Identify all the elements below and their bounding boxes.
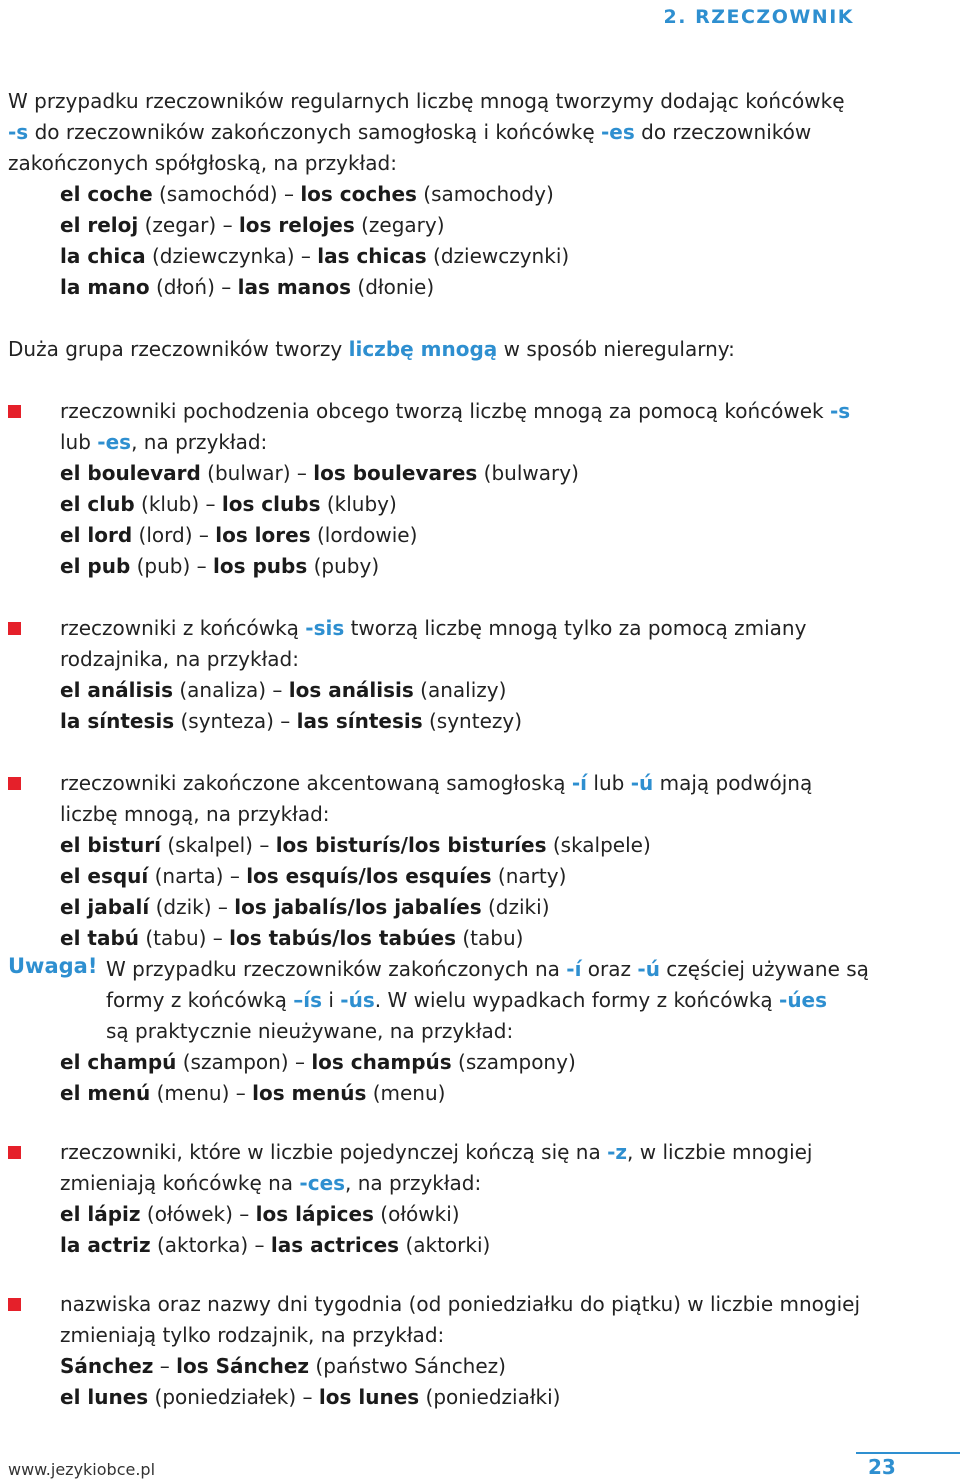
note-text: częściej używane są	[659, 957, 869, 981]
translation: (tabu) –	[139, 926, 230, 950]
singular-form: la mano	[60, 275, 150, 299]
singular-form: el esquí	[60, 864, 149, 888]
spacer	[8, 1109, 888, 1137]
plural-form: los coches	[300, 182, 417, 206]
singular-form: el reloj	[60, 213, 139, 237]
translation: (klub) –	[134, 492, 222, 516]
plural-form: las chicas	[317, 244, 427, 268]
example-line	[60, 923, 888, 954]
rule-text: rzeczowniki z końcówką	[60, 616, 306, 640]
ending-highlight: -z	[607, 1140, 628, 1164]
translation: (dzik) –	[149, 895, 235, 919]
rule-line	[60, 799, 888, 830]
ending-highlight: -úes	[779, 988, 828, 1012]
translation: (dziewczynka) –	[145, 244, 318, 268]
rule-text: tworzą liczbę mnogą tylko za pomocą zmiany	[344, 616, 807, 640]
rule-text: lub	[60, 430, 98, 454]
rule-text: rodzajnika, na przykład:	[60, 647, 299, 671]
rule-line	[60, 1289, 888, 1320]
note-text: oraz	[581, 957, 638, 981]
translation: (lord) –	[132, 523, 216, 547]
plural-form: los champús	[311, 1050, 452, 1074]
keyword-highlight: liczbę mnogą	[348, 337, 498, 361]
translation: (aktorki)	[399, 1233, 491, 1257]
intro-text: do rzeczowników zakończonych samogłoską i końcówkę	[28, 120, 601, 144]
example-line	[60, 1230, 888, 1261]
example-line	[8, 1047, 888, 1078]
singular-form: el lunes	[60, 1385, 149, 1409]
translation: (synteza) –	[174, 709, 297, 733]
plural-form: los lápices	[255, 1202, 374, 1226]
rule-item-accented	[8, 768, 888, 954]
singular-form: el menú	[60, 1081, 151, 1105]
ending-highlight: -s	[829, 399, 851, 423]
translation: –	[153, 1354, 177, 1378]
ending-highlight: -ces	[299, 1171, 346, 1195]
ending-highlight: -es	[97, 430, 132, 454]
note-text: W przypadku rzeczowników zakończonych na	[106, 957, 567, 981]
translation: (ołówek) –	[140, 1202, 256, 1226]
example-line	[60, 830, 888, 861]
note-line	[106, 1016, 888, 1047]
spacer	[8, 737, 888, 768]
plural-form: los tabús/los tabúes	[229, 926, 456, 950]
rule-line	[60, 613, 888, 644]
rule-item-z-ending	[8, 1137, 888, 1261]
translation: (menu)	[366, 1081, 446, 1105]
example-line	[60, 861, 888, 892]
rule-text: nazwiska oraz nazwy dni tygodnia (od poniedziałku do piątku) w liczbie mnogiej	[60, 1292, 861, 1316]
page-number: 23	[868, 1455, 896, 1479]
footer-url-link[interactable]: www.jezykiobce.pl	[8, 1460, 156, 1479]
translation: (skalpel) –	[160, 833, 276, 857]
rule-text: zmieniają tylko rodzajnik, na przykład:	[60, 1323, 445, 1347]
intro-line	[8, 86, 888, 117]
intro-text: Duża grupa rzeczowników tworzy	[8, 337, 349, 361]
rule-text: zmieniają końcówkę na	[60, 1171, 300, 1195]
rule-item-foreign	[8, 396, 888, 582]
translation: (tabu)	[455, 926, 524, 950]
intro-line	[8, 148, 888, 179]
singular-form: la chica	[60, 244, 146, 268]
rule-text: rzeczowniki pochodzenia obcego tworzą liczbę mnogą za pomocą końcówek	[60, 399, 830, 423]
intro-text: W przypadku rzeczowników regularnych liczbę mnogą tworzymy dodając końcówkę	[8, 89, 845, 113]
translation: (zegar) –	[138, 213, 239, 237]
translation: (kluby)	[320, 492, 397, 516]
singular-form: el pub	[60, 554, 131, 578]
translation: (ołówki)	[373, 1202, 460, 1226]
example-line	[60, 706, 888, 737]
ending-highlight: -í	[566, 957, 582, 981]
note-text: są praktycznie nieużywane, na przykład:	[106, 1019, 514, 1043]
translation: (samochody)	[416, 182, 554, 206]
bullet-square-icon	[8, 622, 21, 635]
singular-form: el coche	[60, 182, 153, 206]
chapter-title: 2. RZECZOWNIK	[663, 6, 854, 28]
bullet-square-icon	[8, 1298, 21, 1311]
intro-text: zakończonych spółgłoską, na przykład:	[8, 151, 397, 175]
rule-line	[60, 1137, 888, 1168]
rule-text: rzeczowniki, które w liczbie pojedynczej kończą się na	[60, 1140, 608, 1164]
plural-form: los pubs	[213, 554, 308, 578]
singular-form: la actriz	[60, 1233, 151, 1257]
translation: (szampon) –	[176, 1050, 312, 1074]
translation: (poniedziałki)	[419, 1385, 561, 1409]
rule-line	[60, 1168, 888, 1199]
translation: (dłoń) –	[149, 275, 238, 299]
plural-form: los lores	[215, 523, 311, 547]
translation: (aktorka) –	[150, 1233, 271, 1257]
singular-form: el club	[60, 492, 135, 516]
translation: (narta) –	[148, 864, 247, 888]
singular-form: el análisis	[60, 678, 173, 702]
translation: (poniedziałek) –	[148, 1385, 319, 1409]
irregular-intro	[8, 334, 888, 365]
plural-form: los esquís/los esquíes	[246, 864, 492, 888]
example-line	[60, 551, 888, 582]
rule-text: , na przykład:	[345, 1171, 482, 1195]
plural-form: los boulevares	[313, 461, 478, 485]
example-line	[60, 1382, 888, 1413]
translation: (zegary)	[354, 213, 445, 237]
translation: (bulwary)	[477, 461, 579, 485]
singular-form: el lord	[60, 523, 133, 547]
rule-text: lub	[587, 771, 631, 795]
ending-highlight: –ís	[293, 988, 323, 1012]
spacer	[8, 1261, 888, 1289]
ending-highlight: -sis	[305, 616, 345, 640]
ending-highlight: -ú	[630, 771, 654, 795]
translation: (szampony)	[451, 1050, 576, 1074]
ending-highlight: -s	[8, 120, 29, 144]
translation: (skalpele)	[546, 833, 651, 857]
example-line	[8, 210, 888, 241]
example-line	[60, 489, 888, 520]
spacer	[8, 582, 888, 613]
example-line	[60, 1199, 888, 1230]
bullet-square-icon	[8, 777, 21, 790]
note-text: formy z końcówką	[106, 988, 294, 1012]
singular-form: el tabú	[60, 926, 139, 950]
singular-form: el boulevard	[60, 461, 201, 485]
rule-line	[60, 427, 888, 458]
rule-text: liczbę mnogą, na przykład:	[60, 802, 330, 826]
page-content	[8, 86, 888, 1413]
plural-form: las actrices	[270, 1233, 400, 1257]
singular-form: la síntesis	[60, 709, 175, 733]
singular-form: el bisturí	[60, 833, 161, 857]
spacer	[8, 365, 888, 396]
note-text: . W wielu wypadkach formy z końcówką	[374, 988, 780, 1012]
translation: (dziewczynki)	[426, 244, 570, 268]
intro-text: w sposób nieregularny:	[497, 337, 735, 361]
plural-form: los Sánchez	[176, 1354, 310, 1378]
example-line	[60, 892, 888, 923]
plural-form: las síntesis	[296, 709, 423, 733]
translation: (dłonie)	[351, 275, 435, 299]
intro-line	[8, 117, 888, 148]
rule-item-surnames-days	[8, 1289, 888, 1413]
example-line	[60, 1351, 888, 1382]
singular-form: el lápiz	[60, 1202, 141, 1226]
singular-form: Sánchez	[60, 1354, 154, 1378]
note-text: i	[322, 988, 341, 1012]
rule-line	[60, 768, 888, 799]
plural-form: las manos	[237, 275, 352, 299]
translation: (samochód) –	[152, 182, 301, 206]
plural-form: los bisturís/los bisturíes	[275, 833, 547, 857]
translation: (państwo Sánchez)	[309, 1354, 506, 1378]
ending-highlight: -ús	[340, 988, 375, 1012]
rule-line	[60, 1320, 888, 1351]
rule-text: mają podwójną	[653, 771, 813, 795]
translation: (pub) –	[130, 554, 214, 578]
intro-text: do rzeczowników	[634, 120, 812, 144]
note-label: Uwaga!	[8, 954, 98, 978]
translation: (bulwar) –	[200, 461, 314, 485]
translation: (menu) –	[150, 1081, 253, 1105]
rule-text: , w liczbie mnogiej	[627, 1140, 813, 1164]
translation: (puby)	[307, 554, 380, 578]
example-line	[8, 241, 888, 272]
plural-form: los clubs	[221, 492, 321, 516]
singular-form: el jabalí	[60, 895, 150, 919]
spacer	[8, 303, 888, 334]
rule-line	[60, 396, 888, 427]
ending-highlight: -ú	[637, 957, 660, 981]
bullet-square-icon	[8, 405, 21, 418]
example-line	[8, 272, 888, 303]
ending-highlight: -es	[601, 120, 635, 144]
note-line	[106, 954, 888, 985]
ending-highlight: -í	[571, 771, 588, 795]
translation: (analizy)	[413, 678, 507, 702]
rule-item-sis	[8, 613, 888, 737]
translation: (narty)	[491, 864, 567, 888]
plural-form: los lunes	[318, 1385, 420, 1409]
example-line	[8, 1078, 888, 1109]
translation: (lordowie)	[310, 523, 418, 547]
example-line	[60, 675, 888, 706]
example-line	[60, 458, 888, 489]
plural-form: los relojes	[238, 213, 355, 237]
note-block	[8, 954, 888, 1047]
rule-text: , na przykład:	[131, 430, 268, 454]
translation: (analiza) –	[173, 678, 289, 702]
note-line	[106, 985, 888, 1016]
plural-form: los jabalís/los jabalíes	[234, 895, 482, 919]
footer-divider	[856, 1452, 960, 1454]
plural-form: los análisis	[288, 678, 414, 702]
example-line	[8, 179, 888, 210]
rule-line	[60, 644, 888, 675]
rule-text: rzeczowniki zakończone akcentowaną samogłoską	[60, 771, 572, 795]
translation: (dziki)	[481, 895, 550, 919]
singular-form: el champú	[60, 1050, 177, 1074]
plural-form: los menús	[252, 1081, 367, 1105]
translation: (syntezy)	[422, 709, 523, 733]
bullet-square-icon	[8, 1146, 21, 1159]
example-line	[60, 520, 888, 551]
